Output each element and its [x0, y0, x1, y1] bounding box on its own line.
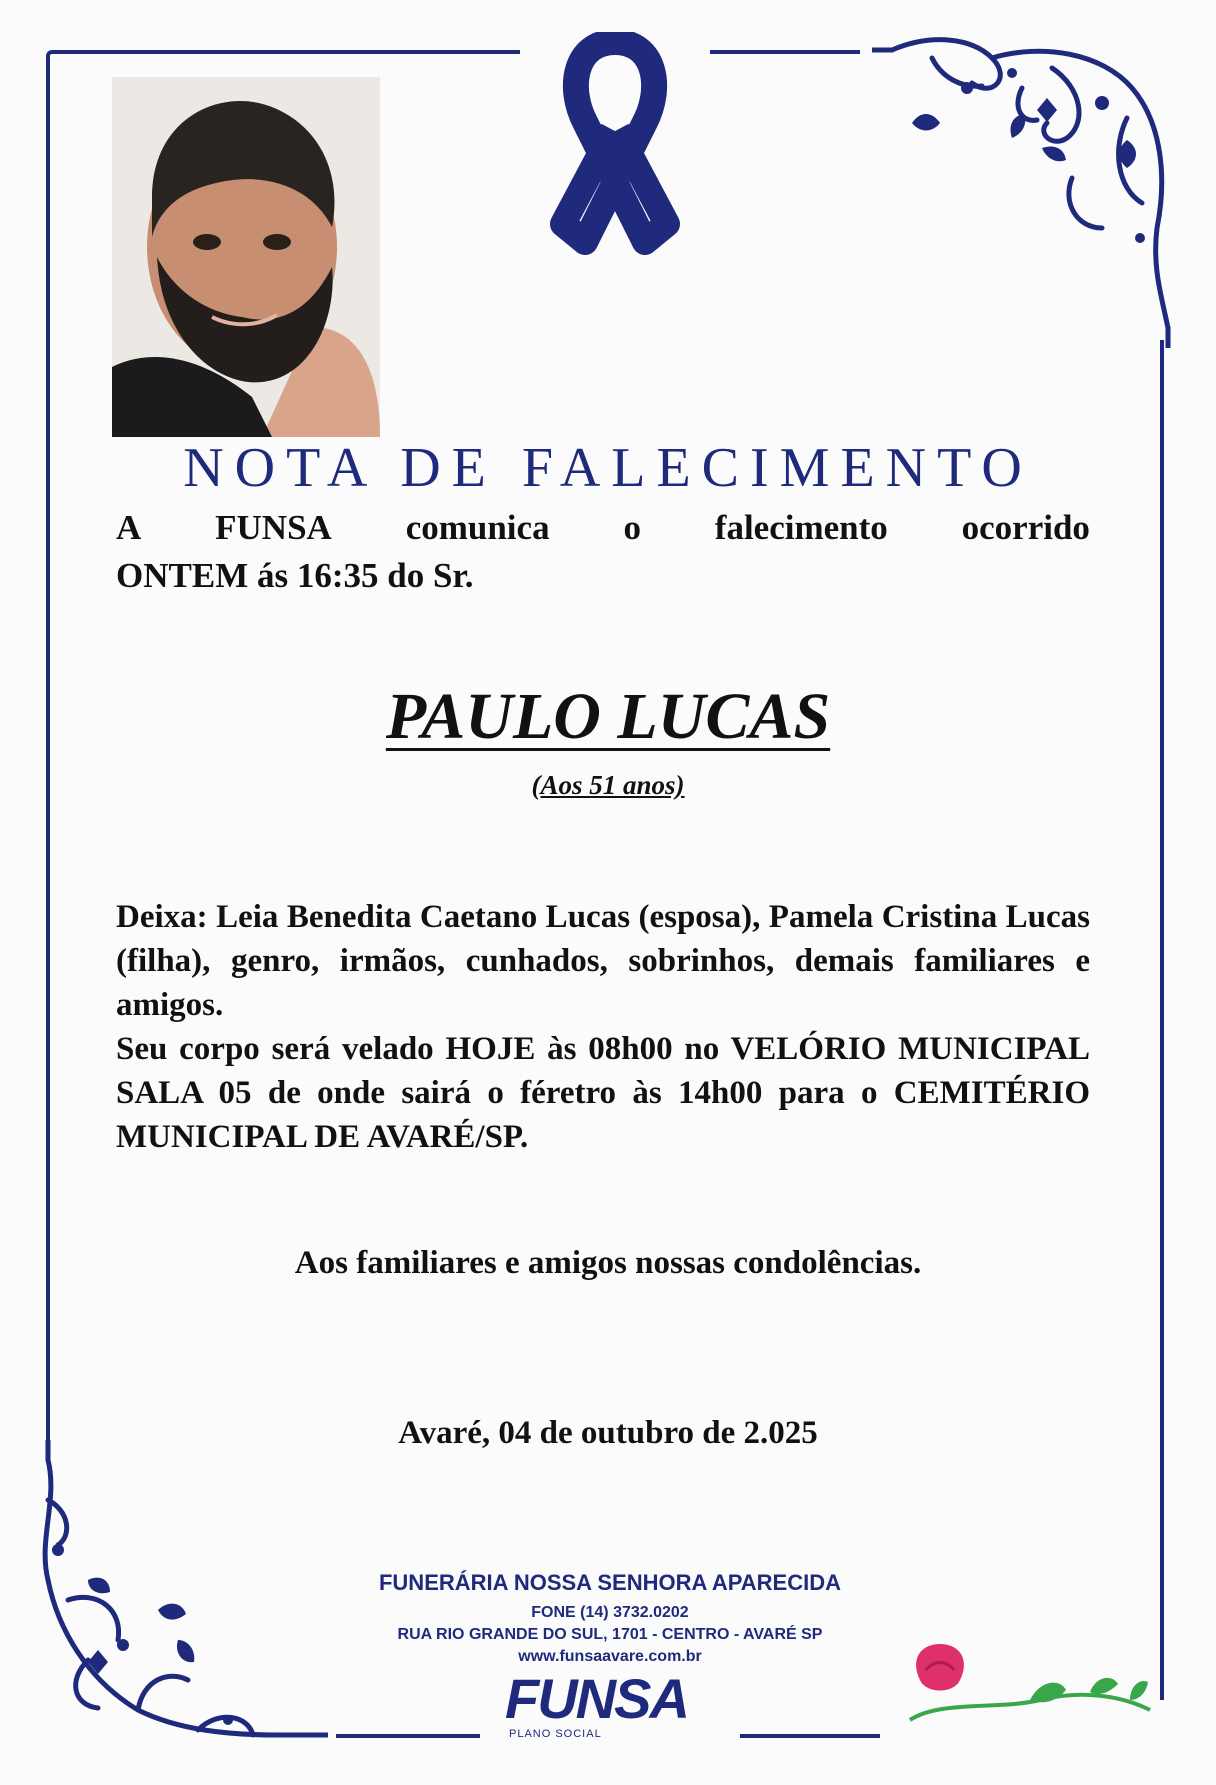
company-footer	[300, 1570, 920, 1668]
deceased-age: (Aos 51 anos)	[531, 770, 685, 800]
intro-line-1	[116, 504, 1090, 552]
survivors-paragraph: Deixa: Leia Benedita Caetano Lucas (esposa), Pamela Cristina Lucas (filha), genro, irmãos, cunhados, sobrinhos, demais familiares e amigos.	[116, 899, 1090, 1023]
page-title: NOTA DE FALECIMENTO	[183, 437, 1033, 499]
place-date: Avaré, 04 de outubro de 2.025	[398, 1415, 818, 1451]
intro-line-2: ONTEM ás 16:35 do Sr.	[116, 556, 474, 595]
deceased-name-text: PAULO LUCAS	[385, 680, 831, 753]
company-website[interactable]: www.funsaavare.com.br	[518, 1648, 702, 1665]
intro-word: o	[623, 508, 641, 547]
intro-word: comunica	[405, 508, 550, 547]
rose-icon	[880, 1640, 1160, 1740]
company-address: RUA RIO GRANDE DO SUL, 1701 - CENTRO - AVARÉ SP	[397, 1626, 823, 1643]
intro-word: A	[116, 508, 142, 547]
logo-subtitle: PLANO SOCIAL	[509, 1728, 602, 1740]
arrangements-paragraph: Seu corpo será velado HOJE às 08h00 no VELÓRIO MUNICIPAL SALA 05 de onde sairá o féretro às 14h00 para o CEMITÉRIO MUNICIPAL DE AVARÉ/SP.	[116, 1031, 1090, 1155]
deceased-name	[0, 680, 1216, 753]
intro-text	[116, 504, 1090, 600]
funsa-logo	[505, 1666, 715, 1746]
intro-word: FUNSA	[215, 508, 332, 547]
mourning-ribbon-icon	[535, 32, 695, 272]
condolences-text: Aos familiares e amigos nossas condolências.	[294, 1245, 922, 1281]
floral-corner-ornament	[872, 28, 1182, 348]
intro-word: ocorrido	[961, 508, 1090, 547]
floral-corner-ornament	[28, 1440, 328, 1760]
intro-word: falecimento	[714, 508, 888, 547]
company-name: FUNERÁRIA NOSSA SENHORA APARECIDA	[378, 1570, 842, 1595]
deceased-photo	[112, 77, 380, 437]
logo-text: FUNSA	[505, 1667, 688, 1730]
company-phone: FONE (14) 3732.0202	[531, 1604, 689, 1621]
